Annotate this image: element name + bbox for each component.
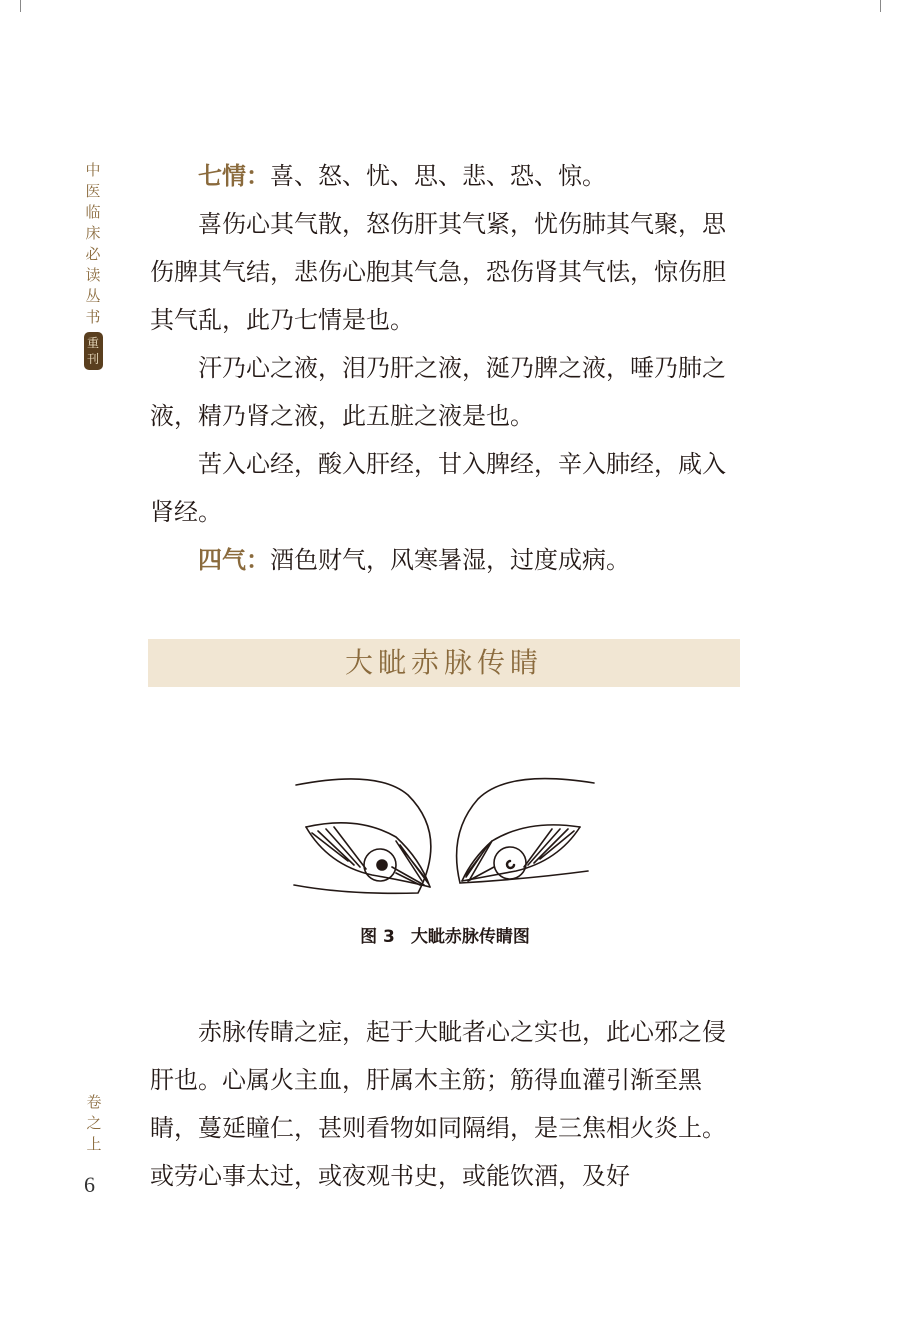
series-title (82, 160, 104, 370)
crop-mark-right (880, 0, 881, 12)
volume-label (84, 1092, 104, 1155)
qiqing-line (150, 152, 740, 200)
figure-caption-text: 大眦赤脉传睛图 (410, 927, 530, 947)
series-title-char: 医 (85, 182, 101, 200)
crop-mark-left (20, 0, 21, 12)
series-title-char: 中 (85, 161, 101, 179)
series-title-char: 临 (85, 203, 101, 221)
eye-illustration (288, 775, 598, 915)
paragraph-seven-emotions: 喜伤心其气散，怒伤肝其气紧，忧伤肺其气聚，思伤脾其气结，悲伤心胞其气急，恐伤肾其气怯，惊伤胆其气乱，此乃七情是也。 (150, 210, 726, 334)
right-iris (494, 847, 526, 879)
paragraph-red-vessels: 赤脉传睛之症，起于大眦者心之实也，此心邪之侵肝也。心属火主血，肝属木主筋；筋得血灌引渐至黑睛，蔓延瞳仁，甚则看物如同隔绢，是三焦相火炎上。或劳心事太过，或夜观书史，或能饮酒，及好 (150, 1018, 726, 1190)
left-eye-veins (312, 827, 428, 885)
volume-char: 上 (86, 1135, 102, 1153)
right-eye-veins (466, 829, 574, 881)
series-title-char: 必 (85, 245, 101, 263)
section-title: 大眦赤脉传睛 (344, 646, 543, 679)
qiqing-label: 七情： (198, 161, 270, 190)
series-title-char: 书 (85, 308, 101, 326)
badge-char: 刊 (86, 352, 99, 366)
figure-number: 图 3 (360, 927, 395, 947)
figure-caption (150, 922, 740, 947)
series-title-char: 床 (85, 224, 101, 242)
series-title-char: 读 (85, 266, 101, 284)
left-pupil (377, 860, 387, 870)
reprint-badge (84, 332, 103, 370)
siqi-line (150, 536, 740, 584)
section-heading-bar (148, 639, 740, 687)
right-pupil (507, 861, 514, 868)
paragraph-five-flavors: 苦入心经，酸入肝经，甘入脾经，辛入肺经，咸入肾经。 (150, 450, 726, 526)
siqi-text: 酒色财气，风寒暑湿，过度成病。 (270, 546, 630, 574)
volume-char: 卷 (86, 1093, 102, 1111)
badge-char: 重 (86, 336, 99, 350)
lower-text (150, 1008, 740, 1200)
right-eye-upper (462, 825, 580, 881)
qiqing-text: 喜、怒、忧、思、悲、恐、惊。 (270, 162, 606, 190)
siqi-label: 四气： (198, 545, 270, 574)
volume-char: 之 (86, 1114, 102, 1132)
paragraph-five-fluids: 汗乃心之液，泪乃肝之液，涎乃脾之液，唾乃肺之液，精乃肾之液，此五脏之液是也。 (150, 354, 726, 430)
left-eye-lid (294, 779, 431, 893)
page-number: 6 (84, 1172, 95, 1197)
series-title-char: 丛 (85, 287, 101, 305)
upper-text (150, 152, 740, 584)
